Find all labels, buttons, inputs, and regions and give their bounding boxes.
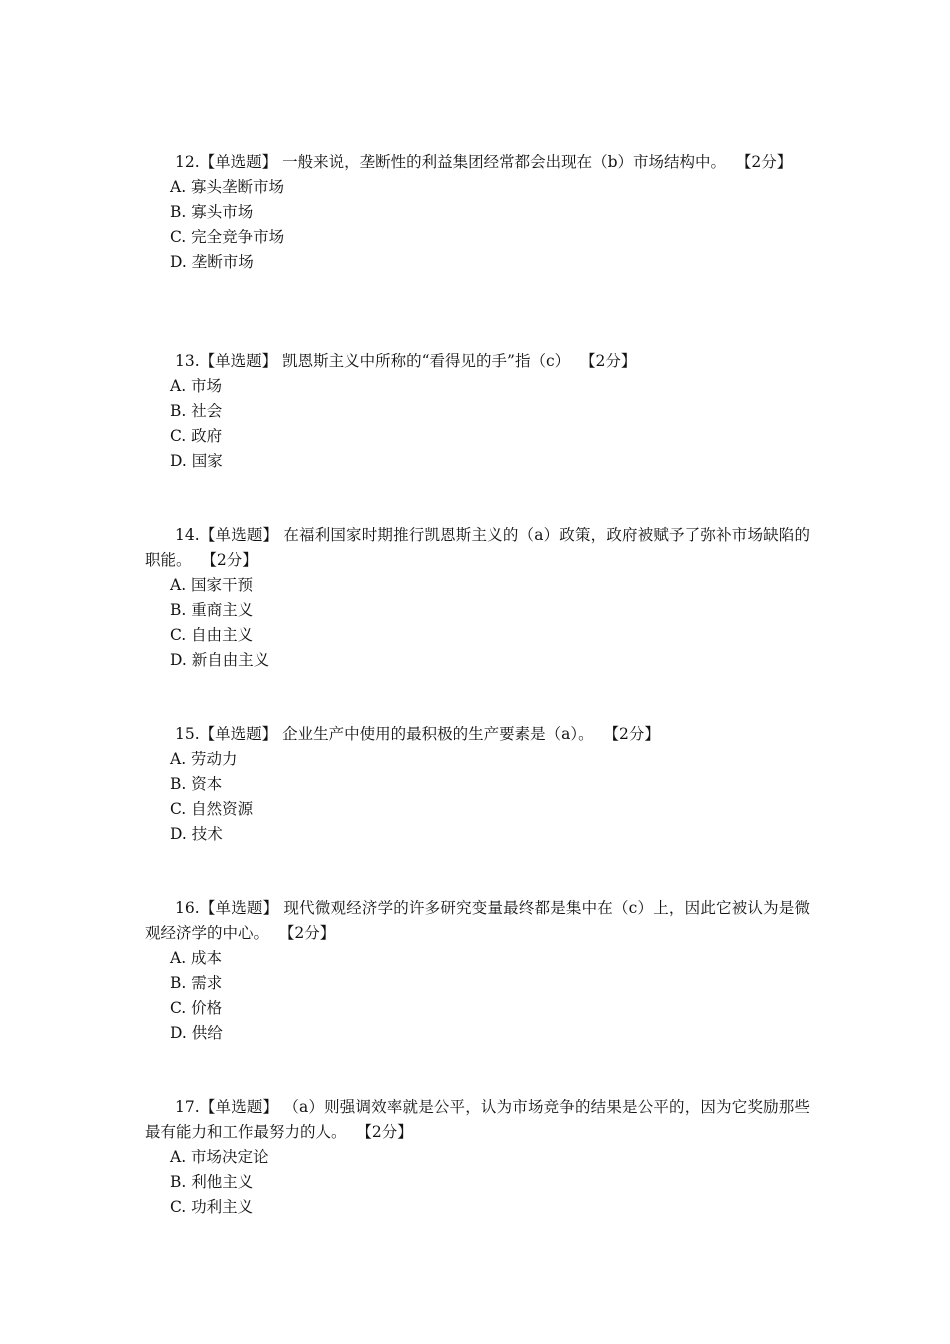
option-d: D. 新自由主义 [170,651,270,669]
question-text: （a）则强调效率就是公平，认为市场竞争的结果是公平的，因为它奖励那些最有能力和工作最努力的人。 [145,1098,810,1141]
option-d: D. 供给 [170,1024,223,1042]
option-a: A. 劳动力 [170,750,238,768]
question-15 [145,722,810,847]
question-score: 【2分】 [603,725,660,743]
question-score: 【2分】 [580,352,637,370]
question-type: 【单选题】 [199,899,279,917]
option-c: C. 完全竞争市场 [170,228,285,246]
question-score: 【2分】 [278,924,336,942]
question-type: 【单选题】 [199,1098,279,1116]
option-list [145,946,810,1046]
option-a: A. 成本 [170,949,223,967]
question-score: 【2分】 [201,551,258,569]
question-13 [145,349,810,474]
option-c: C. 功利主义 [170,1198,254,1216]
question-type: 【单选题】 [199,526,279,544]
option-d: D. 垄断市场 [170,253,254,271]
option-c: C. 价格 [170,999,223,1017]
question-stem [145,896,810,946]
option-list [145,747,810,847]
question-12 [145,150,810,275]
option-a: A. 寡头垄断市场 [170,178,285,196]
option-list [145,1145,810,1220]
option-b: B. 资本 [170,775,223,793]
option-b: B. 寡头市场 [170,203,254,221]
option-b: B. 利他主义 [170,1173,254,1191]
option-d: D. 技术 [170,825,223,843]
option-b: B. 社会 [170,402,223,420]
question-number: 17. [175,1098,200,1116]
question-16 [145,896,810,1046]
question-number: 14. [175,526,200,544]
question-score: 【2分】 [356,1123,413,1141]
question-17 [145,1095,810,1220]
option-b: B. 需求 [170,974,223,992]
option-c: C. 自然资源 [170,800,254,818]
question-text: 现代微观经济学的许多研究变量最终都是集中在（c）上，因此它被认为是微观经济学的中心。 [145,899,810,942]
question-text: 凯恩斯主义中所称的“看得见的手”指（c） [282,352,571,370]
question-text: 一般来说，垄断性的利益集团经常都会出现在（b）市场结构中。 [282,153,727,171]
option-d: D. 国家 [170,452,223,470]
option-list [145,573,810,673]
question-text: 企业生产中使用的最积极的生产要素是（a）。 [282,725,594,743]
question-type: 【单选题】 [199,153,278,171]
question-number: 16. [175,899,200,917]
option-a: A. 国家干预 [170,576,254,594]
question-stem [145,1095,810,1145]
question-type: 【单选题】 [199,352,278,370]
option-list [145,374,810,474]
question-text: 在福利国家时期推行凯恩斯主义的（a）政策，政府被赋予了弥补市场缺陷的职能。 [145,526,810,569]
option-c: C. 政府 [170,427,223,445]
option-a: A. 市场 [170,377,223,395]
question-stem [145,150,810,175]
question-number: 13. [175,352,200,370]
question-type: 【单选题】 [199,725,278,743]
question-number: 12. [175,153,200,171]
question-score: 【2分】 [735,153,793,171]
question-stem [145,523,810,573]
question-stem [145,722,810,747]
option-b: B. 重商主义 [170,601,254,619]
question-stem [145,349,810,374]
question-14 [145,523,810,673]
option-list [145,175,810,275]
option-a: A. 市场决定论 [170,1148,269,1166]
option-c: C. 自由主义 [170,626,254,644]
question-number: 15. [175,725,200,743]
